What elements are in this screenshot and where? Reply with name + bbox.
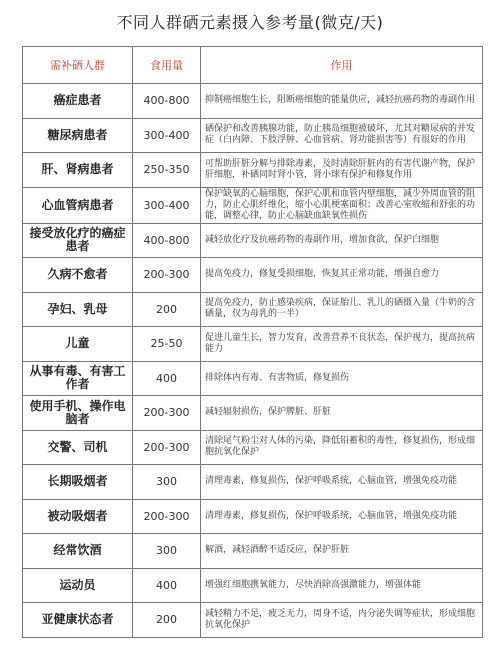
effect-cell: 清理毒素，修复损伤，保护呼吸系统，心脑血管，增强免疫功能: [201, 499, 483, 534]
amount-cell: 200-300: [133, 396, 201, 431]
group-cell: 交警、司机: [23, 430, 133, 465]
header-effect: 作用: [201, 47, 483, 84]
effect-cell: 可帮助肝脏分解与排除毒素，及时清除肝脏内的有害代谢产物，保护肝细胞，补硒同时肾小管，肾小球有保护和修复作用: [201, 153, 483, 188]
effect-cell: 促进儿童生长，智力发育，改善营养不良状态，保护视力，提高抗病能力: [201, 327, 483, 362]
table-row: [23, 292, 483, 327]
group-cell: 使用手机、操作电脑者: [23, 396, 133, 431]
amount-cell: 200-300: [133, 430, 201, 465]
group-cell: 糖尿病患者: [23, 118, 133, 153]
amount-cell: 300-400: [133, 118, 201, 153]
table-row: [23, 84, 483, 119]
header-group: 需补硒人群: [23, 47, 133, 84]
header-amount: 食用量: [133, 47, 201, 84]
amount-cell: 200-300: [133, 499, 201, 534]
effect-cell: 减轻辐射损伤，保护脾脏、肝脏: [201, 396, 483, 431]
amount-cell: 200-300: [133, 258, 201, 293]
group-cell: 心血管病患者: [23, 187, 133, 223]
table-row: [23, 258, 483, 293]
amount-cell: 400: [133, 361, 201, 396]
group-cell: 癌症患者: [23, 84, 133, 119]
group-cell: 孕妇、乳母: [23, 292, 133, 327]
amount-cell: 300: [133, 534, 201, 569]
amount-cell: 400-800: [133, 223, 201, 258]
table-row: [23, 153, 483, 188]
effect-cell: 清理毒素，修复损伤，保护呼吸系统，心脑血管，增强免疫功能: [201, 465, 483, 500]
selenium-intake-table: [22, 46, 483, 638]
effect-cell: 解酒，减轻酒醉不适反应，保护肝脏: [201, 534, 483, 569]
effect-cell: 减轻放化疗及抗癌药物的毒副作用，增加食欲，保护白细胞: [201, 223, 483, 258]
amount-cell: 250-350: [133, 153, 201, 188]
group-cell: 接受放化疗的癌症患者: [23, 223, 133, 258]
amount-cell: 25-50: [133, 327, 201, 362]
table-row: [23, 327, 483, 362]
group-cell: 久病不愈者: [23, 258, 133, 293]
effect-cell: 增强红细胞携氧能力，尽快消除高强激能力，增强体能: [201, 568, 483, 603]
table-row: [23, 361, 483, 396]
table-row: [23, 568, 483, 603]
effect-cell: 清除尾气粉尘对人体的污染，降低铅蓄积的毒性，修复损伤，形成细胞抗氧化保护: [201, 430, 483, 465]
effect-cell: 提高免疫力，防止感染疾病，保证胎儿、乳儿的硒摄入量（牛奶的含硒量，仅为母乳的一半）: [201, 292, 483, 327]
amount-cell: 400: [133, 568, 201, 603]
group-cell: 长期吸烟者: [23, 465, 133, 500]
amount-cell: 400-800: [133, 84, 201, 119]
amount-cell: 300-400: [133, 187, 201, 223]
effect-cell: 提高免疫力，修复受损细胞，恢复其正常功能，增强自愈力: [201, 258, 483, 293]
table-row: [23, 396, 483, 431]
effect-cell: 减轻精力不足，疲乏无力，周身不适，内分泌失调等症状，形成细胞抗氧化保护: [201, 603, 483, 638]
table-row: [23, 223, 483, 258]
table-row: [23, 187, 483, 223]
effect-cell: 保护缺氧的心脑细胞，保护心肌和血管内壁细胞，减少外周血管的阻力，防止心肌纤维化，缩小心肌梗塞面积；改善心室收缩和舒张的功能，调整心律，防止心脑缺血缺氧性损伤: [201, 187, 483, 223]
table-body: [23, 84, 483, 638]
table-header-row: [23, 47, 483, 84]
table-row: [23, 430, 483, 465]
amount-cell: 200: [133, 292, 201, 327]
group-cell: 经常饮酒: [23, 534, 133, 569]
table-row: [23, 499, 483, 534]
effect-cell: 排除体内有毒、有害物质，修复损伤: [201, 361, 483, 396]
group-cell: 从事有毒、有害工作者: [23, 361, 133, 396]
group-cell: 儿童: [23, 327, 133, 362]
table-row: [23, 534, 483, 569]
table-row: [23, 465, 483, 500]
group-cell: 亚健康状态者: [23, 603, 133, 638]
effect-cell: 硒保护和改善胰腺功能，防止胰岛细胞被破坏，尤其对糖尿病的并发症（白内障、下肢浮肿、心血管病、肾功能损害等）有很好的作用: [201, 118, 483, 153]
group-cell: 运动员: [23, 568, 133, 603]
amount-cell: 300: [133, 465, 201, 500]
group-cell: 被动吸烟者: [23, 499, 133, 534]
group-cell: 肝、肾病患者: [23, 153, 133, 188]
effect-cell: 抑制癌细胞生长，阻断癌细胞的能量供应，减轻抗癌药物的毒副作用: [201, 84, 483, 119]
table-row: [23, 603, 483, 638]
table-row: [23, 118, 483, 153]
amount-cell: 200: [133, 603, 201, 638]
page-title: 不同人群硒元素摄入参考量(微克/天): [116, 13, 384, 32]
